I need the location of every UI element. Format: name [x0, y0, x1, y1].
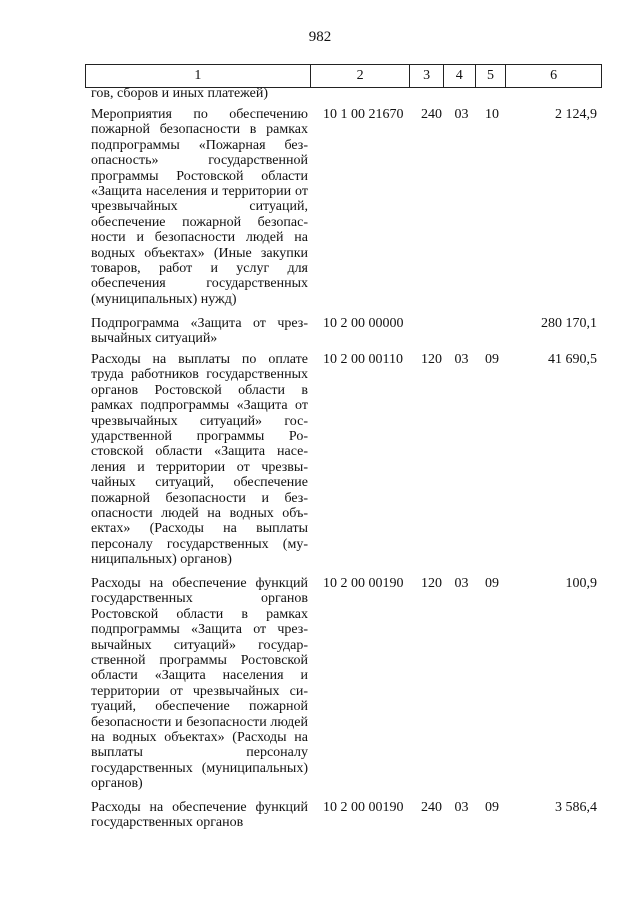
- row-target-code: 10 2 00 00190: [323, 800, 404, 815]
- row-expense-type: 120: [421, 352, 442, 367]
- row-expense-type: 240: [421, 107, 442, 122]
- row-amount: 41 690,5: [548, 352, 597, 367]
- row-subsection: 09: [485, 352, 499, 367]
- row-subsection: 09: [485, 800, 499, 815]
- column-header-2: 2: [310, 65, 410, 88]
- row-amount: 280 170,1: [541, 316, 597, 331]
- column-header-5: 5: [475, 65, 506, 88]
- row-target-code: 10 2 00 00000: [323, 316, 404, 331]
- row-description: Подпрограмма «Защита от чрезвычайных ситуаций»: [91, 316, 308, 347]
- row-description: Мероприятия по обеспечению пожарной безопасности в рамках подпрограммы «Пожарная безопасность» государственной программы Ростовской области «Защита населения и территории от чрезвычайных ситуаций, обеспечение пожарной безопасности и безопасности людей на водных объектах» (Иные закупки товаров, работ и услуг для обеспечения государственных (муниципальных) нужд): [91, 107, 308, 307]
- column-header-3: 3: [410, 65, 444, 88]
- row-amount: 2 124,9: [555, 107, 597, 122]
- row-target-code: 10 2 00 00110: [323, 352, 403, 367]
- column-header-1: 1: [86, 65, 311, 88]
- row-target-code: 10 2 00 00190: [323, 576, 404, 591]
- row-amount: 100,9: [565, 576, 597, 591]
- row-subsection: 10: [485, 107, 499, 122]
- column-header-4: 4: [443, 65, 475, 88]
- row-section: 03: [454, 576, 469, 591]
- column-header-row: [85, 64, 602, 88]
- row-expense-type: 240: [421, 800, 442, 815]
- page-number: 982: [308, 29, 332, 45]
- row-description: Расходы на обеспечение функций государственных органов Ростовской области в рамках подпрограммы «Защита от чрезвычайных ситуаций» государственной программы Ростовской области «Защита населения и территории от чрезвычайных ситуаций, обеспечение пожарной безопасности и безопасности людей на водных объектах» (Расходы на выплаты персоналу государственных (муниципальных) органов): [91, 576, 308, 792]
- row-target-code: 10 1 00 21670: [323, 107, 404, 122]
- row-subsection: 09: [485, 576, 499, 591]
- column-header-6: 6: [506, 65, 602, 88]
- row-description: Расходы на обеспечение функций государственных органов: [91, 800, 308, 831]
- row-section: 03: [454, 352, 469, 367]
- row-description: гов, сборов и иных платежей): [91, 86, 269, 101]
- row-expense-type: 120: [421, 576, 442, 591]
- row-section: 03: [454, 800, 469, 815]
- row-section: 03: [454, 107, 469, 122]
- row-amount: 3 586,4: [555, 800, 597, 815]
- row-description: Расходы на выплаты по оплате труда работников государственных органов Ростовской области в рамках подпрограммы «Защита от чрезвычайных ситуаций» государственной программы Ростовской области «Защита населения и территории от чрезвычайных ситуаций, обеспечение пожарной безопасности и безопасности людей на водных объектах» (Расходы на выплаты персоналу государственных (муниципальных) органов): [91, 352, 308, 568]
